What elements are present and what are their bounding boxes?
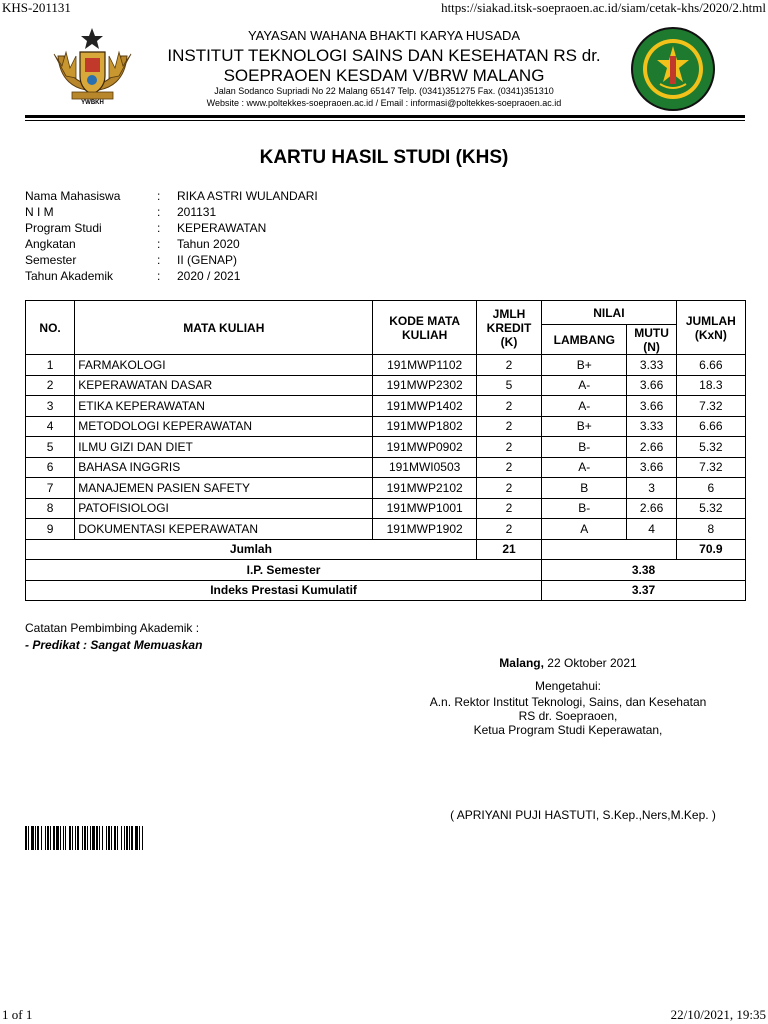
- barcode-bar: [84, 826, 86, 850]
- cell-code: 191MWP1102: [373, 355, 476, 376]
- cell-letter: B: [542, 478, 627, 499]
- ip-semester-row: [26, 560, 746, 581]
- cell-credits: 2: [476, 519, 541, 540]
- info-label: Nama Mahasiswa: [25, 189, 121, 203]
- cell-course: KEPERAWATAN DASAR: [75, 375, 373, 396]
- table-row: [26, 416, 746, 437]
- institute-name-line1: INSTITUT TEKNOLOGI SAINS DAN KESEHATAN RS dr.: [167, 46, 601, 65]
- cell-quality: 3.66: [627, 396, 676, 417]
- cell-letter: A-: [542, 457, 627, 478]
- document-title: KARTU HASIL STUDI (KHS): [259, 147, 509, 168]
- barcode-bar: [60, 826, 61, 850]
- cell-code: 191MWP1902: [373, 519, 476, 540]
- cell-code: 191MWI0503: [373, 457, 476, 478]
- barcode-bar: [31, 826, 34, 850]
- cell-credits: 2: [476, 457, 541, 478]
- barcode-bar: [82, 826, 83, 850]
- info-value: 201131: [177, 205, 217, 219]
- barcode-bar: [114, 826, 116, 850]
- cell-total: 6.66: [676, 355, 745, 376]
- signature-place-date: [418, 656, 718, 670]
- barcode-bar: [63, 826, 64, 850]
- cell-quality: 3: [627, 478, 676, 499]
- barcode-bar: [69, 826, 71, 850]
- barcode-bar: [131, 826, 133, 850]
- header-course: MATA KULIAH: [75, 301, 373, 355]
- barcode-bar: [99, 826, 100, 850]
- info-label: N I M: [25, 205, 54, 219]
- barcode-bar: [65, 826, 66, 850]
- barcode-bar: [92, 826, 95, 850]
- cell-credits: 2: [476, 416, 541, 437]
- cell-quality: 3.33: [627, 416, 676, 437]
- barcode-bar: [129, 826, 130, 850]
- barcode-bar: [77, 826, 79, 850]
- barcode-bar: [50, 826, 51, 850]
- signature-line3: Ketua Program Studi Keperawatan,: [473, 723, 663, 737]
- header-quality: MUTU (N): [627, 325, 676, 355]
- header-code: KODE MATA KULIAH: [373, 301, 476, 355]
- cell-total: 7.32: [676, 457, 745, 478]
- institute-name-line2: SOEPRAOEN KESDAM V/BRW MALANG: [223, 66, 545, 85]
- table-row: [26, 396, 746, 417]
- cell-total: 7.32: [676, 396, 745, 417]
- barcode-bar: [25, 826, 27, 850]
- cell-no: 1: [26, 355, 75, 376]
- cell-quality: 3.66: [627, 457, 676, 478]
- cell-total: 6.66: [676, 416, 745, 437]
- cell-quality: 2.66: [627, 498, 676, 519]
- sum-credits: 21: [476, 539, 541, 560]
- cell-course: PATOFISIOLOGI: [75, 498, 373, 519]
- cell-no: 8: [26, 498, 75, 519]
- barcode-bar: [102, 826, 103, 850]
- info-label: Semester: [25, 253, 77, 267]
- print-page-count: 1 of 1: [2, 1007, 33, 1022]
- advisor-note-label: Catatan Pembimbing Akademik :: [25, 621, 200, 635]
- barcode-bar: [106, 826, 107, 850]
- info-separator: :: [157, 189, 161, 203]
- info-value: 2020 / 2021: [177, 269, 241, 283]
- barcode-bar: [124, 826, 125, 850]
- barcode-bar: [96, 826, 98, 850]
- cell-no: 7: [26, 478, 75, 499]
- institute-address: Jalan Sodanco Supriadi No 22 Malang 65147 Telp. (0341)351275 Fax. (0341)351310: [214, 86, 554, 96]
- barcode-bar: [45, 826, 46, 850]
- cell-letter: B+: [542, 416, 627, 437]
- predicate: [25, 638, 202, 652]
- signatory-name: ( APRIYANI PUJI HASTUTI, S.Kep.,Ners,M.Kep. ): [450, 808, 716, 822]
- cell-credits: 2: [476, 396, 541, 417]
- header-total: JUMLAH (KxN): [676, 301, 745, 355]
- barcode: [25, 826, 190, 850]
- foundation-name: YAYASAN WAHANA BHAKTI KARYA HUSADA: [247, 28, 521, 43]
- cell-course: METODOLOGI KEPERAWATAN: [75, 416, 373, 437]
- institute-website: Website : www.poltekkes-soepraoen.ac.id / Email : informasi@poltekkes-soepraoen.ac.id: [206, 98, 562, 108]
- header-grade: NILAI: [542, 301, 677, 325]
- cell-letter: B-: [542, 437, 627, 458]
- header-no: NO.: [26, 301, 75, 355]
- cell-quality: 3.33: [627, 355, 676, 376]
- cell-code: 191MWP2102: [373, 478, 476, 499]
- cell-total: 18.3: [676, 375, 745, 396]
- cell-course: ILMU GIZI DAN DIET: [75, 437, 373, 458]
- info-value: Tahun 2020: [177, 237, 240, 251]
- foundation-logo-caption: YWBKH: [81, 100, 104, 106]
- cell-total: 5.32: [676, 437, 745, 458]
- barcode-bar: [142, 826, 143, 850]
- barcode-bar: [108, 826, 110, 850]
- cell-credits: 2: [476, 478, 541, 499]
- barcode-bar: [139, 826, 140, 850]
- cell-no: 4: [26, 416, 75, 437]
- signature-line2: RS dr. Soepraoen,: [518, 709, 618, 723]
- barcode-bar: [35, 826, 36, 850]
- table-row: [26, 355, 746, 376]
- cell-course: DOKUMENTASI KEPERAWATAN: [75, 519, 373, 540]
- cell-credits: 2: [476, 355, 541, 376]
- signature-acknowledged: Mengetahui:: [534, 679, 602, 693]
- barcode-bar: [111, 826, 112, 850]
- cell-no: 3: [26, 396, 75, 417]
- cell-quality: 4: [627, 519, 676, 540]
- info-separator: :: [157, 205, 161, 219]
- cell-total: 8: [676, 519, 745, 540]
- cell-letter: B-: [542, 498, 627, 519]
- barcode-bar: [75, 826, 76, 850]
- header-letter: LAMBANG: [542, 325, 627, 355]
- cell-code: 191MWP1802: [373, 416, 476, 437]
- info-label: Tahun Akademik: [25, 269, 114, 283]
- barcode-bar: [28, 826, 29, 850]
- info-separator: :: [157, 221, 161, 235]
- header-rule-thick: [25, 115, 745, 118]
- cell-no: 5: [26, 437, 75, 458]
- cell-letter: B+: [542, 355, 627, 376]
- predicate-text: Predikat : Sangat Memuaskan: [32, 638, 203, 652]
- cell-letter: A: [542, 519, 627, 540]
- barcode-bar: [121, 826, 122, 850]
- cell-code: 191MWP0902: [373, 437, 476, 458]
- cell-letter: A-: [542, 375, 627, 396]
- cell-credits: 5: [476, 375, 541, 396]
- cell-credits: 2: [476, 437, 541, 458]
- ip-semester-value: 3.38: [542, 560, 746, 581]
- info-value: KEPERAWATAN: [177, 221, 267, 235]
- cell-course: FARMAKOLOGI: [75, 355, 373, 376]
- signature-city: Malang,: [499, 656, 544, 670]
- info-separator: :: [157, 237, 161, 251]
- cell-quality: 2.66: [627, 437, 676, 458]
- cell-total: 6: [676, 478, 745, 499]
- cell-quality: 3.66: [627, 375, 676, 396]
- grades-table: [25, 300, 746, 601]
- barcode-bar: [126, 826, 128, 850]
- sum-label: Jumlah: [26, 539, 477, 560]
- header-rule-thin: [25, 120, 745, 121]
- barcode-bar: [56, 826, 59, 850]
- info-value: II (GENAP): [177, 253, 238, 267]
- sum-total: 70.9: [676, 539, 745, 560]
- sum-row: [26, 539, 746, 560]
- cell-course: BAHASA INGGRIS: [75, 457, 373, 478]
- info-separator: :: [157, 269, 161, 283]
- print-datetime: 22/10/2021, 19:35: [670, 1007, 766, 1022]
- cell-course: MANAJEMEN PASIEN SAFETY: [75, 478, 373, 499]
- barcode-bar: [37, 826, 39, 850]
- cell-code: 191MWP2302: [373, 375, 476, 396]
- print-url: https://siakad.itsk-soepraoen.ac.id/siam/cetak-khs/2020/2.html: [441, 0, 766, 15]
- ip-semester-label: I.P. Semester: [26, 560, 542, 581]
- header-credits: JMLH KREDIT (K): [476, 301, 541, 355]
- table-row: [26, 478, 746, 499]
- predicate-prefix: -: [25, 638, 33, 652]
- ipk-row: [26, 580, 746, 601]
- barcode-bar: [72, 826, 73, 850]
- cell-total: 5.32: [676, 498, 745, 519]
- table-row: [26, 519, 746, 540]
- cell-code: 191MWP1001: [373, 498, 476, 519]
- print-doc-id: KHS-201131: [2, 0, 71, 15]
- cell-credits: 2: [476, 498, 541, 519]
- cell-no: 9: [26, 519, 75, 540]
- ipk-label: Indeks Prestasi Kumulatif: [26, 580, 542, 601]
- info-label: Program Studi: [25, 221, 102, 235]
- barcode-bar: [117, 826, 118, 850]
- table-row: [26, 498, 746, 519]
- barcode-bar: [47, 826, 49, 850]
- barcode-bar: [53, 826, 55, 850]
- cell-course: ETIKA KEPERAWATAN: [75, 396, 373, 417]
- signature-line1: A.n. Rektor Institut Teknologi, Sains, dan Kesehatan: [429, 695, 707, 709]
- info-value: RIKA ASTRI WULANDARI: [177, 189, 318, 203]
- info-separator: :: [157, 253, 161, 267]
- info-label: Angkatan: [25, 237, 76, 251]
- barcode-bar: [87, 826, 88, 850]
- cell-letter: A-: [542, 396, 627, 417]
- table-row: [26, 437, 746, 458]
- table-row: [26, 375, 746, 396]
- cell-no: 2: [26, 375, 75, 396]
- table-row: [26, 457, 746, 478]
- cell-no: 6: [26, 457, 75, 478]
- signature-date: 22 Oktober 2021: [547, 656, 637, 670]
- barcode-bar: [135, 826, 138, 850]
- barcode-bar: [90, 826, 91, 850]
- cell-code: 191MWP1402: [373, 396, 476, 417]
- barcode-bar: [41, 826, 42, 850]
- ipk-value: 3.37: [542, 580, 746, 601]
